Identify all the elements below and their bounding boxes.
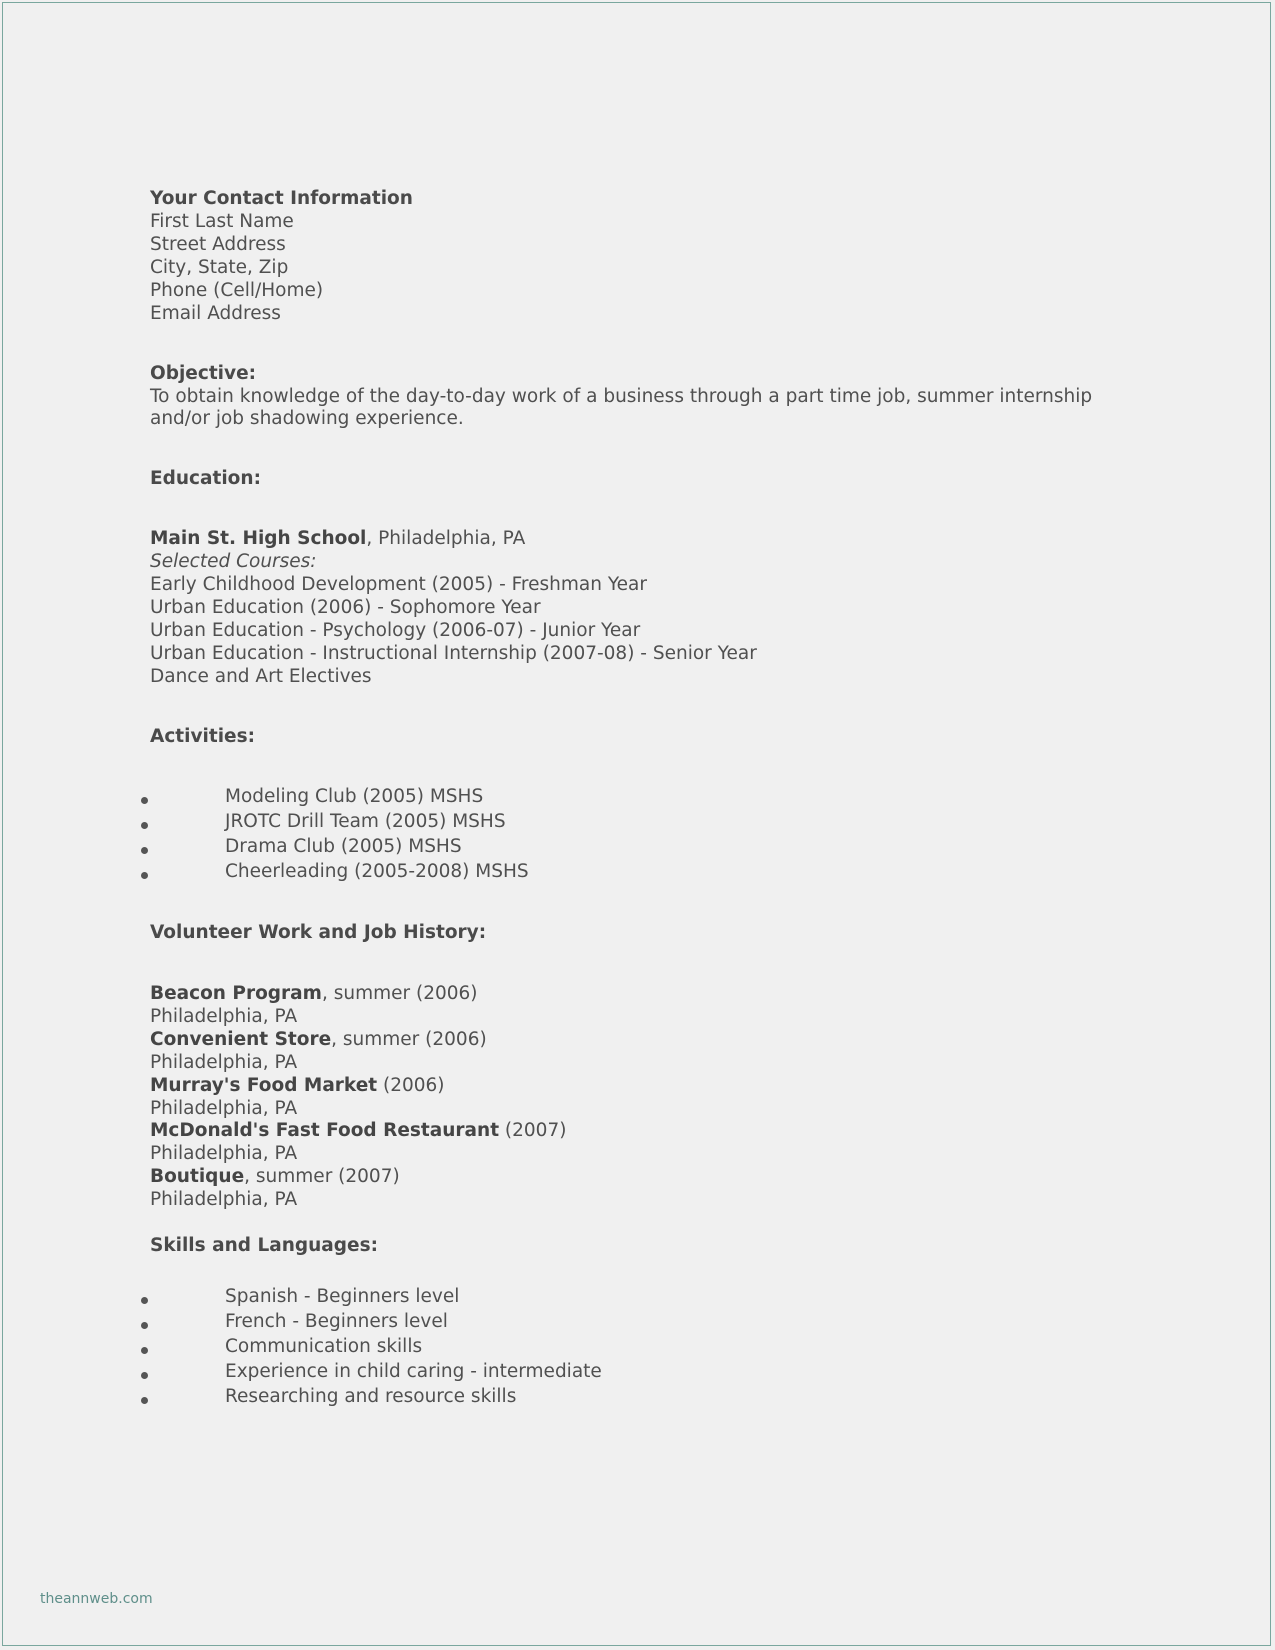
skills-title: Skills and Languages: xyxy=(150,1235,378,1256)
jobs-title: Volunteer Work and Job History: xyxy=(150,922,487,943)
job-line: Murray's Food Market (2006) xyxy=(150,1075,445,1096)
job-location: Philadelphia, PA xyxy=(150,1052,298,1073)
job-name: Convenient Store xyxy=(150,1029,332,1050)
objective-line-1: To obtain knowledge of the day-to-day work of a business through a part time job, summer internship xyxy=(150,386,1093,407)
contact-email: Email Address xyxy=(150,303,281,324)
job-location: Philadelphia, PA xyxy=(150,1189,298,1210)
bullet-icon xyxy=(141,872,148,879)
job-name: Beacon Program xyxy=(150,983,322,1004)
job-line: McDonald's Fast Food Restaurant (2007) xyxy=(150,1120,567,1141)
job-name: Murray's Food Market xyxy=(150,1075,378,1096)
job-line: Beacon Program, summer (2006) xyxy=(150,983,478,1004)
watermark[interactable]: theannweb.com xyxy=(40,1591,153,1607)
education-title: Education: xyxy=(150,468,261,489)
bullet-icon xyxy=(141,1297,148,1304)
bullet-icon xyxy=(141,1372,148,1379)
job-location: Philadelphia, PA xyxy=(150,1143,298,1164)
contact-street: Street Address xyxy=(150,234,286,255)
activity-item: Drama Club (2005) MSHS xyxy=(225,836,462,857)
skill-item: French - Beginners level xyxy=(225,1311,448,1332)
job-location: Philadelphia, PA xyxy=(150,1006,298,1027)
contact-title: Your Contact Information xyxy=(150,188,413,209)
course-item: Early Childhood Development (2005) - Freshman Year xyxy=(150,574,647,595)
skill-item: Communication skills xyxy=(225,1336,423,1357)
bullet-icon xyxy=(141,847,148,854)
skill-item: Researching and resource skills xyxy=(225,1386,517,1407)
skill-item: Experience in child caring - intermediate xyxy=(225,1361,602,1382)
activity-item: JROTC Drill Team (2005) MSHS xyxy=(225,811,506,832)
contact-phone: Phone (Cell/Home) xyxy=(150,280,324,301)
school-location: , Philadelphia, PA xyxy=(366,528,526,549)
contact-name: First Last Name xyxy=(150,211,294,232)
course-item: Urban Education - Psychology (2006-07) - Junior Year xyxy=(150,620,641,641)
job-location: Philadelphia, PA xyxy=(150,1098,298,1119)
job-name: Boutique xyxy=(150,1166,245,1187)
skill-item: Spanish - Beginners level xyxy=(225,1286,460,1307)
course-item: Urban Education (2006) - Sophomore Year xyxy=(150,597,541,618)
job-line: Boutique, summer (2007) xyxy=(150,1166,400,1187)
school-line xyxy=(150,528,525,549)
activity-item: Modeling Club (2005) MSHS xyxy=(225,786,484,807)
school-name: Main St. High School xyxy=(150,528,367,549)
job-line: Convenient Store, summer (2006) xyxy=(150,1029,487,1050)
bullet-icon xyxy=(141,1347,148,1354)
bullet-icon xyxy=(141,1397,148,1404)
courses-label: Selected Courses: xyxy=(150,551,317,572)
contact-city: City, State, Zip xyxy=(150,257,289,278)
bullet-icon xyxy=(141,797,148,804)
activity-item: Cheerleading (2005-2008) MSHS xyxy=(225,861,529,882)
objective-line-2: and/or job shadowing experience. xyxy=(150,408,464,429)
bullet-icon xyxy=(141,822,148,829)
course-item: Dance and Art Electives xyxy=(150,666,372,687)
activities-title: Activities: xyxy=(150,726,256,747)
course-item: Urban Education - Instructional Internship (2007-08) - Senior Year xyxy=(150,643,757,664)
objective-title: Objective: xyxy=(150,363,257,384)
bullet-icon xyxy=(141,1322,148,1329)
job-name: McDonald's Fast Food Restaurant xyxy=(150,1120,500,1141)
